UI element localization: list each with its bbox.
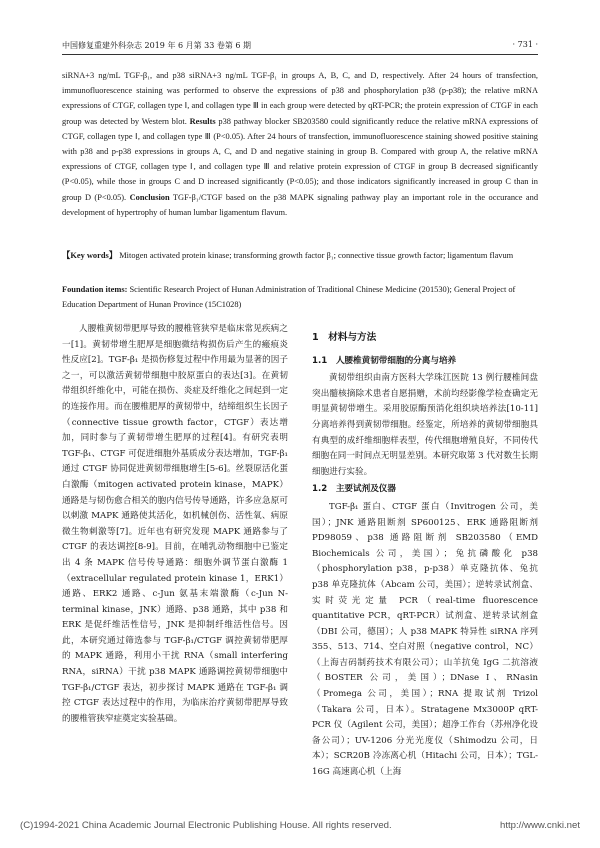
subsection-title-reagents: 1.2 主要试剂及仪器 [312, 484, 396, 495]
abstract-results-text: p38 pathway blocker SB203580 could significantly reduce the relative mRNA expressions of CTGF, collagen type Ⅰ, and collagen type Ⅲ (P<0.05). After 24 hours of transfection, immunofluorescence staining showed positive staining with p38 and p-p38 expressions in groups A, C, and D and negative staining in group B. Compared with group A, the relative mRNA expressions of CTGF, collagen type Ⅰ, and collagen type Ⅲ and relative protein expression of CTGF in group B decreased significantly (P<0.05), while those in groups C and D increased significantly (P<0.05); and those indicators significantly increased in group C than in group D (P<0.05). [62, 116, 539, 202]
section-title-methods: 1 材料与方法 [312, 332, 377, 343]
foundation-text: Scientific Research Project of Hunan Administration of Traditional Chinese Medicine (201530); General Project of Education Department of Hunan Province (15C1028) [62, 285, 516, 310]
introduction-paragraph: 人腰椎黄韧带肥厚导致的腰椎管狭窄是临床常见疾病之一[1]。黄韧带增生肥厚是细胞微结构损伤后产生的瘢痕炎性反应[2]。TGF-β₁ 是损伤修复过程中作用最为显著的因子之一，可以激活黄韧带细胞中胶原蛋白的表达[3]。在黄韧带组织纤维化中，可能在损伤、炎症及纤维化之间起到一定的连接作用。而在腰椎肥厚的黄韧带中，结缔组织生长因子（connective tissue growth factor，CTGF）表达增加，同时参与了黄韧带增生肥厚的过程[4]。有研究表明 TGF-β₁、CTGF 可促进细胞外基质成分表达增加，TGF-β₁ 通过 CTGF 协同促进黄韧带细胞增生[5-6]。丝裂原活化蛋白激酶（mitogen activated protein kinase，MAPK）通路是与韧伤愈合相关的胞内信号传导通路，许多应急原可以刺激 MAPK 通路使其活化，如机械创伤、活性氧、病原微生物刺激等[7]。近年也有研究发现 MAPK 通路参与了 CTGF 的表达调控[8-9]。目前，在哺乳动物细胞中已鉴定出 4 条 MAPK 信号传导通路：细胞外调节蛋白激酶 1（extracellular regulated protein kinase 1，ERK1）通路、ERK2 通路、c-Jun 氨基末端激酶（c-Jun N-terminal kinase，JNK）通路、p38 通路，其中 p38 和 ERK 是促纤维活性信号，JNK 是抑制纤维活性信号。因此，本研究通过筛选参与 TGF-β₁/CTGF 调控黄韧带肥厚的 MAPK 通路，利用小干扰 RNA（small interfering RNA，siRNA）干扰 p38 MAPK 通路调控黄韧带细胞中 TGF-β₁/CTGF 表达，初步探讨 MAPK 通路在 TGF-β₁ 调控 CTGF 表达过程中的作用，为临床治疗黄韧带肥厚导致的腰椎管狭窄症奠定实验基础。 [62, 324, 288, 724]
methods-column [312, 330, 538, 781]
page-number: · 731 · [512, 40, 538, 49]
abstract-block [62, 68, 538, 220]
journal-header: 中国修复重建外科杂志 2019 年 6 月第 33 卷第 6 期 [62, 41, 252, 50]
subsection-title-culture: 1.1 人腰椎黄韧带细胞的分离与培养 [312, 355, 457, 366]
reagents-paragraph: TGF-β₁ 蛋白、CTGF 蛋白（Invitrogen 公司，美国）；JNK 通路阻断剂 SP600125、ERK 通路阻断剂 PD98059、p38 通路阻断剂 SB203580（EMD Biochemicals 公司，美国）；兔抗磷酸化 p38（phosphorylation p38，p-p38）单克隆抗体、兔抗 p38 单克隆抗体（Abcam 公司，美国）；逆转录试剂盒、实时荧光定量 PCR（real-time fluorescence quantitative PCR，qRT-PCR）试剂盒、逆转录试剂盒（DBI 公司，德国）；人 p38 MAPK 特异性 siRNA 序列 355、513、714、空白对照（negative control，NC）（上海吉码制药技术有限公司）；山羊抗兔 IgG 二抗溶液（BOSTER 公司，美国）；DNase Ⅰ、RNasin（Promega 公司，美国）；RNA 提取试剂 Trizol（Takara 公司，日本）。Stratagene Mx3000P qRT-PCR 仪（Agilent 公司，美国）；超净工作台（苏州净化设备公司）；UV-1206 分光光度仪（Shimodzu 公司，日本）；SCR20B 冷冻离心机（Hitachi 公司，日本）；TGL-16G 高速离心机（上海 [312, 501, 538, 778]
abstract-conclusion-text: TGF-β₁/CTGF based on the p38 MAPK signaling pathway play an important role in the occurance and development of hypertrophy of human lumbar ligamentum flavum. [62, 192, 539, 217]
copyright-text: (C)1994-2021 China Academic Journal Electronic Publishing House. All rights reserved. [20, 820, 392, 831]
results-label: Results [189, 116, 216, 126]
cnki-link[interactable]: http://www.cnki.net [500, 820, 580, 831]
header-divider [62, 54, 538, 55]
keywords-label: 【Key words】 [62, 251, 118, 260]
abstract-methods-text: siRNA+3 ng/mL TGF-β₁, and p38 siRNA+3 ng/mL TGF-β₁ in groups A, B, C, and D, respectively. After 24 hours of transfection, immunofluorescence staining was performed to observe the expressions of p38 and phosphorylation p38 (p-p38); the relative mRNA expressions of CTGF, collagen type Ⅰ, and collagen type Ⅲ in each group were detected by qRT-PCR; the protein expression of CTGF in each group was detected by Western blot. [62, 71, 538, 126]
foundation-block [62, 282, 538, 312]
culture-paragraph: 黄韧带组织由南方医科大学珠江医院 13 例行腰椎间盘突出髓核摘除术患者自愿捐赠，术前均经影像学检查确定无明显黄韧带增生。采用胶原酶预消化组织块培养法[10-11]分离培养得到黄韧带细胞。经鉴定，所培养的黄韧带细胞具有典型的成纤维细胞样表型，传代细胞增殖良好，不同传代细胞在同一时间点无明显差别。本研究取第 3 代对数生长期细胞进行实验。 [312, 373, 538, 477]
keywords-text: Mitogen activated protein kinase; transforming growth factor β₁; connective tissue growth factor; ligamentum flavum [119, 251, 514, 260]
copyright-footer [20, 820, 580, 831]
foundation-label: Foundation items: [62, 285, 128, 294]
keywords-block [62, 248, 538, 263]
conclusion-label: Conclusion [129, 192, 170, 202]
